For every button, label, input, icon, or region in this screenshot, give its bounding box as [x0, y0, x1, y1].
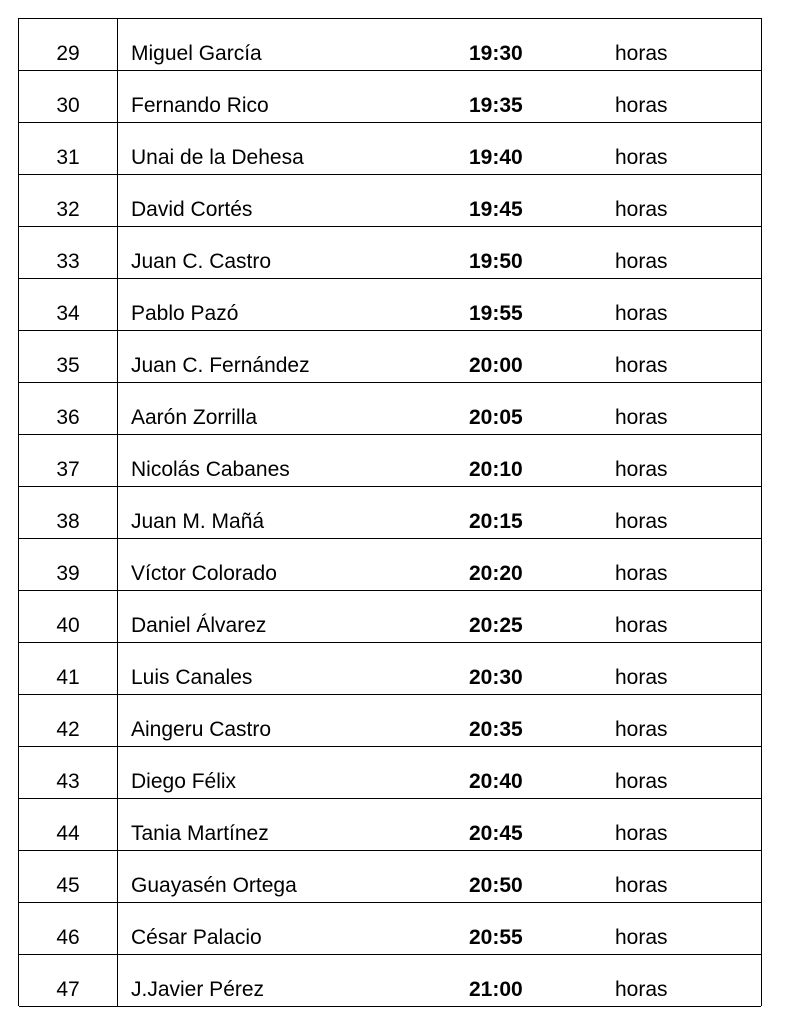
time-unit: horas [615, 718, 668, 741]
participant-name: Tania Martínez [131, 822, 269, 845]
participant-name: Unai de la Dehesa [131, 146, 304, 169]
row-number: 34 [56, 302, 80, 325]
scheduled-time: 19:35 [469, 94, 523, 117]
table-row [19, 331, 761, 383]
table-row [19, 643, 761, 695]
participant-name: Guayasén Ortega [131, 874, 297, 897]
participant-name: Juan C. Fernández [131, 354, 310, 377]
table-row [19, 695, 761, 747]
scheduled-time: 20:30 [469, 666, 523, 689]
row-number: 42 [56, 718, 80, 741]
table-row [19, 175, 761, 227]
scheduled-time: 20:20 [469, 562, 523, 585]
time-unit: horas [615, 510, 668, 533]
participant-name: César Palacio [131, 926, 262, 949]
row-number: 44 [56, 822, 80, 845]
row-number: 40 [56, 614, 80, 637]
row-number: 31 [56, 146, 80, 169]
row-number: 37 [56, 458, 80, 481]
participant-name: Daniel Álvarez [131, 614, 267, 637]
participant-name: David Cortés [131, 198, 253, 221]
table-row [19, 851, 761, 903]
time-unit: horas [615, 354, 668, 377]
row-number: 32 [56, 198, 80, 221]
time-unit: horas [615, 42, 668, 65]
time-unit: horas [615, 562, 668, 585]
scheduled-time: 20:00 [469, 354, 523, 377]
participant-name: Miguel García [131, 42, 262, 65]
table-row [19, 279, 761, 331]
time-unit: horas [615, 406, 668, 429]
table-row [19, 799, 761, 851]
participant-name: Diego Félix [131, 770, 237, 793]
row-number: 29 [56, 42, 80, 65]
row-number: 39 [56, 562, 80, 585]
participant-name: Pablo Pazó [131, 302, 239, 325]
participant-name: Nicolás Cabanes [131, 458, 290, 481]
time-unit: horas [615, 666, 668, 689]
row-number: 30 [56, 94, 80, 117]
time-unit: horas [615, 146, 668, 169]
row-number: 35 [56, 354, 80, 377]
table-row [19, 955, 761, 1007]
table-row [19, 435, 761, 487]
time-unit: horas [615, 302, 668, 325]
participant-name: Juan M. Mañá [131, 510, 265, 533]
scheduled-time: 19:30 [469, 42, 523, 65]
table-row [19, 487, 761, 539]
row-number: 46 [56, 926, 80, 949]
scheduled-time: 19:55 [469, 302, 523, 325]
scheduled-time: 19:40 [469, 146, 523, 169]
scheduled-time: 19:45 [469, 198, 523, 221]
scheduled-time: 20:15 [469, 510, 523, 533]
time-unit: horas [615, 94, 668, 117]
time-unit: horas [615, 458, 668, 481]
time-unit: horas [615, 614, 668, 637]
scheduled-time: 20:45 [469, 822, 523, 845]
participant-name: Fernando Rico [131, 94, 269, 117]
scheduled-time: 20:35 [469, 718, 523, 741]
scheduled-time: 20:55 [469, 926, 523, 949]
time-unit: horas [615, 198, 668, 221]
table-row [19, 227, 761, 279]
participant-name: Aarón Zorrilla [131, 406, 258, 429]
participant-name: Luis Canales [131, 666, 253, 689]
time-unit: horas [615, 874, 668, 897]
table-row [19, 71, 761, 123]
row-number: 41 [56, 666, 80, 689]
table-row [19, 747, 761, 799]
row-number: 36 [56, 406, 80, 429]
table-row [19, 383, 761, 435]
table-row [19, 903, 761, 955]
row-number: 38 [56, 510, 80, 533]
scheduled-time: 19:50 [469, 250, 523, 273]
participant-name: Víctor Colorado [131, 562, 277, 585]
time-unit: horas [615, 250, 668, 273]
scheduled-time: 20:25 [469, 614, 523, 637]
participant-name: Aingeru Castro [131, 718, 272, 741]
row-number: 45 [56, 874, 80, 897]
row-number: 43 [56, 770, 80, 793]
participant-name: J.Javier Pérez [131, 978, 265, 1001]
row-number: 33 [56, 250, 80, 273]
scheduled-time: 20:05 [469, 406, 523, 429]
table-row [19, 19, 761, 71]
table-row [19, 591, 761, 643]
row-number: 47 [56, 978, 80, 1001]
table-row [19, 539, 761, 591]
time-unit: horas [615, 926, 668, 949]
scheduled-time: 21:00 [469, 978, 523, 1001]
time-unit: horas [615, 822, 668, 845]
participant-name: Juan C. Castro [131, 250, 272, 273]
table-row [19, 123, 761, 175]
scheduled-time: 20:10 [469, 458, 523, 481]
schedule-table [18, 18, 762, 1006]
scheduled-time: 20:50 [469, 874, 523, 897]
time-unit: horas [615, 978, 668, 1001]
time-unit: horas [615, 770, 668, 793]
scheduled-time: 20:40 [469, 770, 523, 793]
